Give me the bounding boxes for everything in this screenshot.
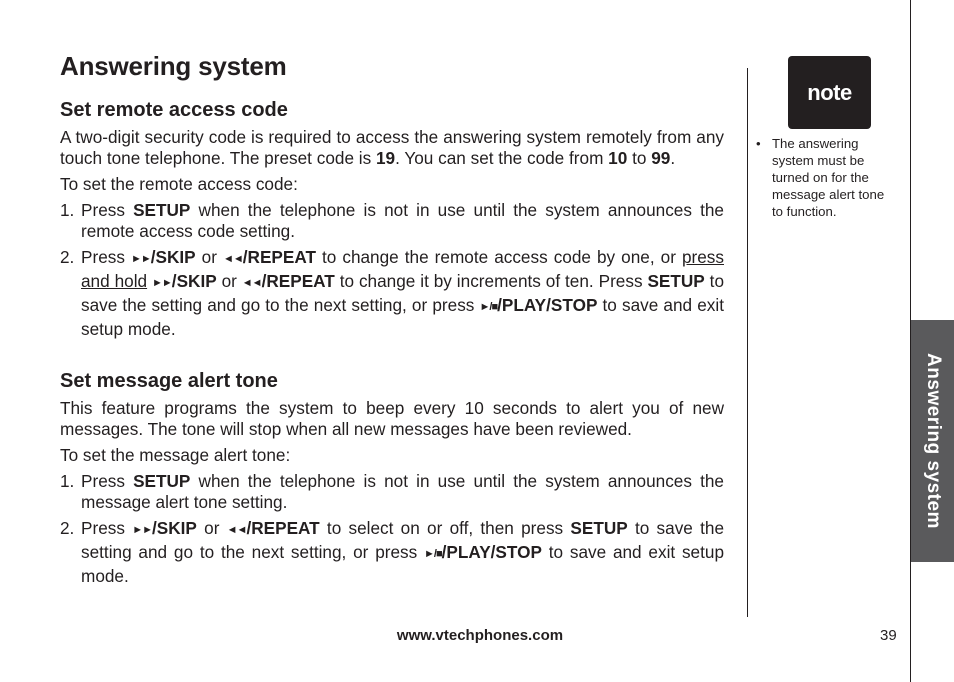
repeat-key: /REPEAT — [246, 518, 320, 538]
note-label: note — [807, 79, 852, 105]
step-number: 2. — [60, 247, 75, 267]
text: to save and exit setup mode. — [81, 542, 725, 586]
text: Press — [81, 471, 134, 491]
text: or — [216, 271, 242, 291]
setup-key: SETUP — [133, 200, 191, 220]
section-message-alert-tone — [60, 369, 724, 592]
note-badge — [788, 56, 871, 129]
step-number: 2. — [60, 518, 75, 538]
side-tab — [911, 320, 954, 562]
text: to save the setting and go to the next setting, or press — [81, 271, 725, 315]
text: when the telephone is not in use until the system announces the message alert tone setting. — [81, 471, 724, 512]
list-item — [60, 518, 724, 587]
steps-list — [60, 200, 724, 340]
setup-key: SETUP — [570, 518, 628, 538]
step-number: 1. — [60, 471, 75, 491]
text: . You can set the code from — [395, 148, 609, 168]
repeat-icon: ◄◄ — [226, 524, 247, 536]
skip-icon: ►► — [130, 253, 151, 265]
text: to change the remote access code by one, or — [315, 247, 682, 267]
play-stop-key: /PLAY/STOP — [497, 295, 598, 315]
text: to select on or off, then press — [319, 518, 571, 538]
note-text: The answering system must be turned on for the message alert tone to function. — [772, 136, 885, 219]
column-divider — [747, 68, 748, 617]
repeat-key: /REPEAT — [261, 271, 335, 291]
note-list — [756, 135, 891, 220]
list-item — [60, 471, 724, 513]
section-remote-access-code — [60, 98, 724, 345]
repeat-icon: ◄◄ — [241, 277, 262, 289]
footer-url-text: www.vtechphones.com — [396, 627, 564, 644]
list-item — [60, 247, 724, 340]
play-stop-icon: ►/■ — [479, 301, 498, 313]
play-stop-key: /PLAY/STOP — [441, 542, 542, 562]
page-title: Answering system — [60, 51, 287, 81]
text: to change it by increments of ten. Press — [334, 271, 648, 291]
play-stop-icon: ►/■ — [424, 548, 442, 560]
skip-key: /SKIP — [150, 247, 196, 267]
text: to save and exit setup mode. — [81, 295, 724, 339]
setup-key: SETUP — [647, 271, 705, 291]
text: or — [195, 247, 223, 267]
steps-lead: To set the remote access code: — [60, 174, 298, 194]
text: Press — [81, 518, 133, 538]
text: to save the setting and go to the next setting, or press — [81, 518, 725, 562]
list-item — [60, 200, 724, 242]
repeat-key: /REPEAT — [242, 247, 316, 267]
side-tab-label: Answering system — [922, 353, 944, 529]
section-heading: Set message alert tone — [60, 370, 278, 392]
press-and-hold: press and hold — [81, 247, 724, 291]
code-min: 10 — [608, 148, 628, 168]
text: to — [627, 148, 652, 168]
text: when the telephone is not in use until the system announces the remote access code setting. — [81, 200, 724, 241]
section-intro: This feature programs the system to beep every 10 seconds to alert you of new messages. The tone will stop when all new messages have been reviewed. — [60, 398, 724, 439]
code-max: 99 — [651, 148, 671, 168]
setup-key: SETUP — [133, 471, 191, 491]
text: Press — [81, 200, 134, 220]
note-item — [756, 135, 891, 220]
section-intro — [60, 127, 724, 169]
bullet-icon: • — [756, 136, 761, 151]
skip-key: /SKIP — [151, 518, 197, 538]
skip-key: /SKIP — [171, 271, 217, 291]
repeat-icon: ◄◄ — [222, 253, 243, 265]
steps-lead: To set the message alert tone: — [60, 445, 291, 465]
text: or — [196, 518, 227, 538]
steps-list — [60, 471, 724, 587]
skip-icon: ►► — [132, 524, 152, 536]
section-heading: Set remote access code — [60, 99, 288, 121]
page-number: 39 — [880, 627, 897, 644]
text: . — [670, 148, 676, 168]
step-number: 1. — [60, 200, 75, 220]
text: Press — [81, 247, 131, 267]
skip-icon: ►► — [152, 277, 172, 289]
preset-code: 19 — [375, 148, 396, 168]
footer-url — [0, 627, 954, 644]
text: A two-digit security code is required to access the answering system remotely from any touch tone telephone. The preset code is — [60, 127, 724, 168]
